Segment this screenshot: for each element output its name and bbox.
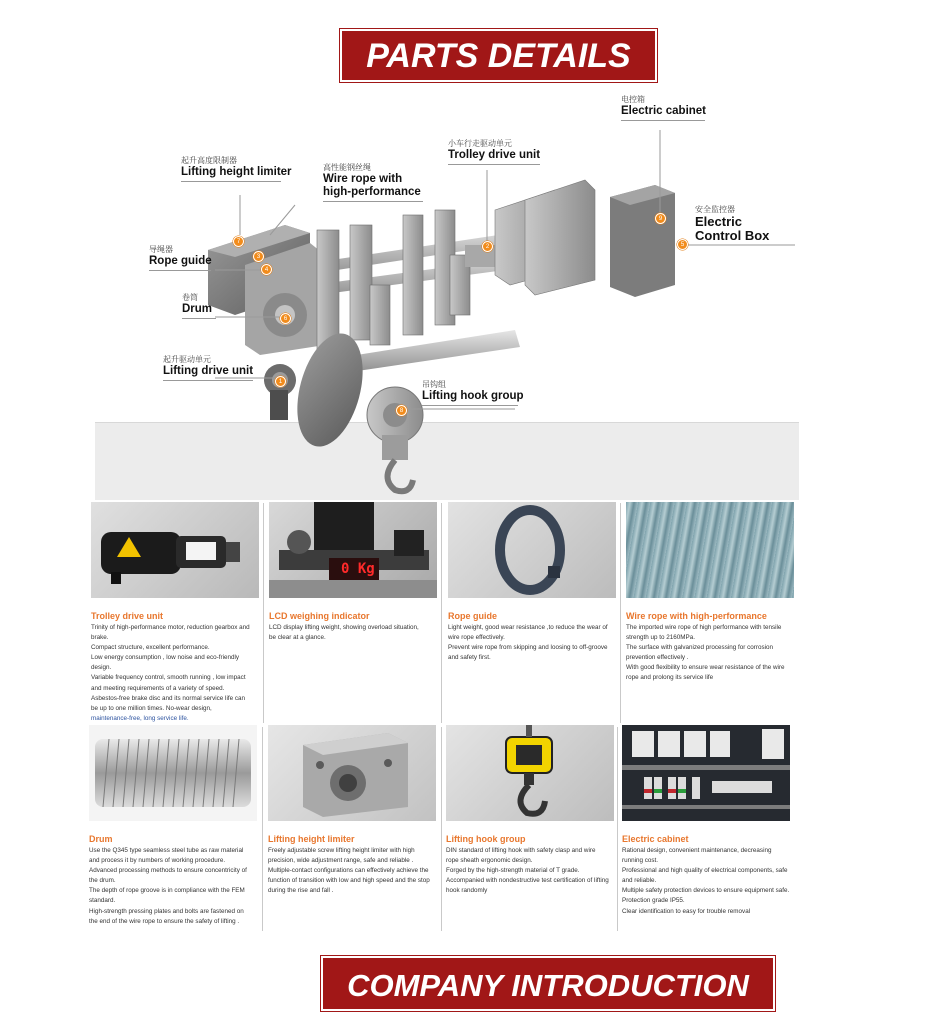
callout-cn: 电控箱 (621, 95, 645, 104)
card-title: Rope guide (448, 611, 497, 621)
callout-lifting-height-limiter (181, 156, 292, 182)
callout-en: Wire rope with (323, 173, 403, 185)
card-body: LCD display lifting weight, showing overload situation, be clear at a glance. (269, 624, 419, 642)
card-title: Drum (89, 834, 113, 844)
callout-cn: 小车行走驱动单元 (448, 139, 512, 148)
card-body: DIN standard of lifting hook with safety clasp and wire rope sheath ergonomic design. Forged by the high-strength material of T grade. Accompanied with nondestructive test certification of lifting hook randomly (446, 847, 609, 895)
card-title: LCD weighing indicator (269, 611, 370, 621)
callout-electric-cabinet (621, 95, 706, 121)
callout-en: Lifting drive unit (163, 365, 254, 377)
callout-en: Rope guide (149, 255, 212, 267)
parts-details-banner: PARTS DETAILS (340, 29, 657, 82)
marker-4: 4 (261, 264, 272, 275)
card-body: Trinity of high-performance motor, reduction gearbox and brake. Compact structure, excellent performance. Low energy consumption , low noise and eco-friendly design. Variable frequency control, smooth running , low impact and meeting requirements of a variety of speed. Asbestos-free brake disc and its normal service life can be up to one million times. No-wear design, maintenance-free, long service life. (91, 624, 250, 722)
card-body: Use the Q345 type seamless steel tube as raw material and process it by numbers of working procedure. Advanced processing methods to ensure concentricity of the drum. The depth of rope groove is in compliance with the FEM standard. High-strength pressing plates and bolts are fastened on the end of the wire rope to ensure the safety of lifting . (89, 847, 247, 925)
hoist-parts-diagram (95, 85, 799, 500)
marker-7: 7 (233, 236, 244, 247)
hook-group-photo (446, 725, 614, 821)
card-body: Rational design, convenient maintenance, decreasing running cost. Professional and high quality of electrical components, safe and reliable. Multiple safety protection devices to ensure equipment safe. Protection grade IP55. Clear identification to easy for trouble removal (622, 847, 790, 915)
callout-en-2: Control Box (695, 228, 770, 243)
lcd-display-value: 0 Kg (341, 561, 375, 577)
card-title: Lifting height limiter (268, 834, 355, 844)
callout-en: Electric cabinet (621, 105, 707, 117)
callout-en: Electric (695, 214, 742, 229)
callout-cn: 卷筒 (182, 293, 198, 302)
callout-en: Lifting hook group (422, 390, 524, 402)
hook-block (367, 387, 423, 491)
card-title: Wire rope with high-performance (626, 611, 767, 621)
callout-cn: 起升高度限制器 (181, 156, 237, 165)
callout-cn: 起升驱动单元 (163, 355, 211, 364)
marker-9: 9 (655, 213, 666, 224)
marker-6: 6 (280, 313, 291, 324)
callout-en: Trolley drive unit (448, 149, 541, 161)
trolley-motor-photo (91, 502, 259, 598)
rope-guide-photo (448, 502, 616, 598)
marker-3: 3 (253, 251, 264, 262)
wire-rope-photo (626, 502, 794, 598)
card-body: Freely adjustable screw lifting height limiter with high precision, wide adjustment range, safe and reliable . Multiple-contact configurations can effectively achieve the function of transition with low and high speed and the stop during the rise and fall . (268, 847, 430, 895)
callout-lifting-drive-unit (163, 355, 253, 381)
lcd-indicator-photo (269, 502, 437, 598)
callout-electric-control-box (695, 205, 769, 243)
marker-5: 5 (677, 239, 688, 250)
marker-2: 2 (482, 241, 493, 252)
callout-trolley-drive-unit (448, 139, 540, 165)
drum-photo (89, 725, 257, 821)
callout-cn: 高性能钢丝绳 (323, 163, 371, 172)
callout-drum (182, 293, 216, 319)
callout-wire-rope (323, 163, 423, 202)
lifting-motor-block (208, 225, 325, 355)
callout-cn: 导绳器 (149, 245, 173, 254)
callout-cn: 安全监控器 (695, 205, 735, 214)
callout-en: Lifting height limiter (181, 166, 292, 178)
electric-cabinet-photo (622, 725, 790, 821)
marker-8: 8 (396, 405, 407, 416)
card-body: The imported wire rope of high performance with tensile strength up to 2160MPa. The surface with galvanized processing for corrosion prevention effectively . With good flexibility to ensure wear resistance of the wire rope and prolong its service life (626, 624, 785, 682)
card-title: Lifting hook group (446, 834, 526, 844)
electric-cabinet-box (610, 185, 675, 297)
callout-cn: 吊钩组 (422, 380, 446, 389)
card-body: Light weight, good wear resistance ,to reduce the wear of wire rope effectively. Prevent wire rope from skipping and loosing to off-groove and safety first. (448, 624, 608, 662)
callout-rope-guide (149, 245, 212, 271)
marker-1: 1 (275, 376, 286, 387)
company-introduction-banner: COMPANY INTRODUCTION (321, 956, 775, 1011)
callout-en: Drum (182, 303, 213, 315)
card-title: Trolley drive unit (91, 611, 164, 621)
card-title: Electric cabinet (622, 834, 689, 844)
height-limiter-photo (268, 725, 436, 821)
callout-en-2: high-performance (323, 186, 421, 198)
callout-lifting-hook-group (422, 380, 524, 406)
